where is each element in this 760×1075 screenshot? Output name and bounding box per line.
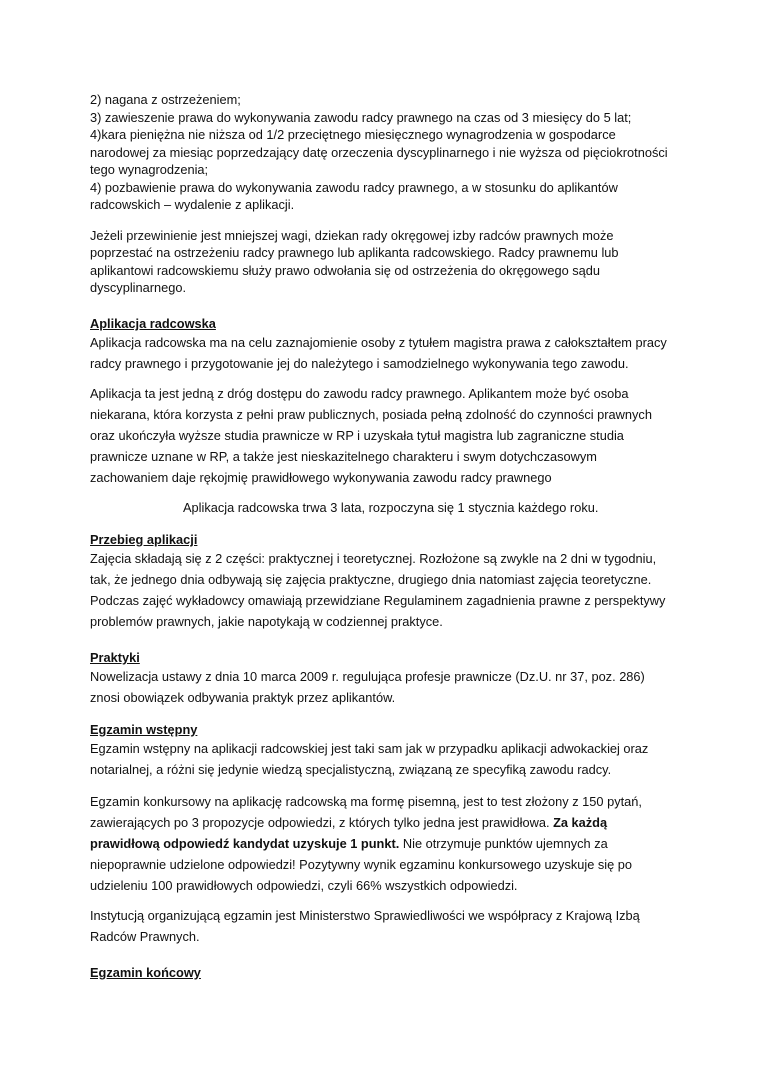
paragraph-line: znosi obowiązek odbywania praktyk przez aplikantów.: [90, 690, 396, 705]
list-item: 3) zawieszenie prawa do wykonywania zawodu radcy prawnego na czas od 3 miesięcy do 5 lat;: [90, 110, 632, 125]
paragraph-line: [90, 836, 608, 852]
paragraph-line: Aplikacja ta jest jedną z dróg dostępu do zawodu radcy prawnego. Aplikantem może być osoba: [90, 386, 629, 401]
list-item-continued: narodowej za miesiąc poprzedzający datę orzeczenia dyscyplinarnego i nie wyższa od pięciokrotności: [90, 145, 668, 160]
section-heading-przebieg: Przebieg aplikacji: [90, 532, 198, 547]
plain-text: zawierających po 3 propozycje odpowiedzi, z których tylko jedna jest prawidłowa.: [90, 815, 554, 830]
paragraph-line: poprzestać na ostrzeżeniu radcy prawnego lub aplikanta radcowskiego. Radcy prawnemu lub: [90, 245, 619, 260]
list-item: 2) nagana z ostrzeżeniem;: [90, 92, 241, 107]
paragraph-line: dyscyplinarnego.: [90, 280, 187, 295]
paragraph-line: Radców Prawnych.: [90, 929, 200, 944]
plain-text: Nie otrzymuje punktów ujemnych za: [399, 836, 608, 851]
section-heading-egzamin-koncowy: Egzamin końcowy: [90, 965, 201, 980]
paragraph-line: [90, 815, 607, 831]
paragraph-line: radcy prawnego i przygotowanie jej do należytego i samodzielnego wykonywania tego zawodu.: [90, 356, 629, 371]
section-heading-aplikacja: Aplikacja radcowska: [90, 316, 216, 331]
paragraph-line: notarialnej, a różni się jedynie wiedzą specjalistyczną, związaną ze specyfiką zawodu radcy.: [90, 762, 612, 777]
paragraph-line: Nowelizacja ustawy z dnia 10 marca 2009 r. regulująca profesje prawnicze (Dz.U. nr 37, poz. 286): [90, 669, 645, 684]
paragraph-line: tak, że jednego dnia odbywają się zajęcia praktyczne, drugiego dnia natomiast zajęcia teoretyczne.: [90, 572, 652, 587]
paragraph-line: Podczas zajęć wykładowcy omawiają przewidziane Regulaminem zagadnienia prawne z perspektywy: [90, 593, 666, 608]
bold-text: Za każdą: [553, 815, 608, 830]
list-item-continued: tego wynagrodzenia;: [90, 162, 209, 177]
list-item-continued: radcowskich – wydalenie z aplikacji.: [90, 197, 295, 212]
paragraph-line: problemów prawnych, jakie napotykają w codziennej praktyce.: [90, 614, 443, 629]
bold-text: prawidłową odpowiedź kandydat uzyskuje 1 punkt.: [90, 836, 400, 851]
paragraph-line: oraz ukończyła wyższe studia prawnicze w RP i uzyskała tytuł magistra lub zagraniczne studia: [90, 428, 624, 443]
paragraph-line: Egzamin konkursowy na aplikację radcowską ma formę pisemną, jest to test złożony z 150 pytań,: [90, 794, 642, 809]
paragraph-line: niekarana, która korzysta z pełni praw publicznych, posiada pełną zdolność do czynności prawnych: [90, 407, 652, 422]
paragraph-line: prawnicze uznane w RP, a także jest nieskazitelnego charakteru i swym dotychczasowym: [90, 449, 597, 464]
paragraph-line: Aplikacja radcowska ma na celu zaznajomienie osoby z tytułem magistra prawa z całokształtem pracy: [90, 335, 667, 350]
paragraph-line: Instytucją organizującą egzamin jest Ministerstwo Sprawiedliwości we współpracy z Krajową Izbą: [90, 908, 640, 923]
list-item: 4) pozbawienie prawa do wykonywania zawodu radcy prawnego, a w stosunku do aplikantów: [90, 180, 618, 195]
paragraph-line: Jeżeli przewinienie jest mniejszej wagi, dziekan rady okręgowej izby radców prawnych może: [90, 228, 614, 243]
section-heading-praktyki: Praktyki: [90, 650, 140, 665]
paragraph-line: udzieleniu 100 prawidłowych odpowiedzi, czyli 66% wszystkich odpowiedzi.: [90, 878, 518, 893]
paragraph-line: Egzamin wstępny na aplikacji radcowskiej jest taki sam jak w przypadku aplikacji adwokackiej oraz: [90, 741, 649, 756]
centered-note: Aplikacja radcowska trwa 3 lata, rozpoczyna się 1 stycznia każdego roku.: [183, 500, 599, 515]
list-item: 4)kara pieniężna nie niższa od 1/2 przeciętnego miesięcznego wynagrodzenia w gospodarce: [90, 127, 616, 142]
paragraph-line: aplikantowi radcowskiemu służy prawo odwołania się od ostrzeżenia do okręgowego sądu: [90, 263, 601, 278]
paragraph-line: niepoprawnie udzielone odpowiedzi! Pozytywny wynik egzaminu konkursowego uzyskuje się po: [90, 857, 633, 872]
section-heading-egzamin-wstepny: Egzamin wstępny: [90, 722, 198, 737]
paragraph-line: zachowaniem daje rękojmię prawidłowego wykonywania zawodu radcy prawnego: [90, 470, 552, 485]
paragraph-line: Zajęcia składają się z 2 części: praktycznej i teoretycznej. Rozłożone są zwykle na 2 dni w tygodniu,: [90, 551, 657, 566]
